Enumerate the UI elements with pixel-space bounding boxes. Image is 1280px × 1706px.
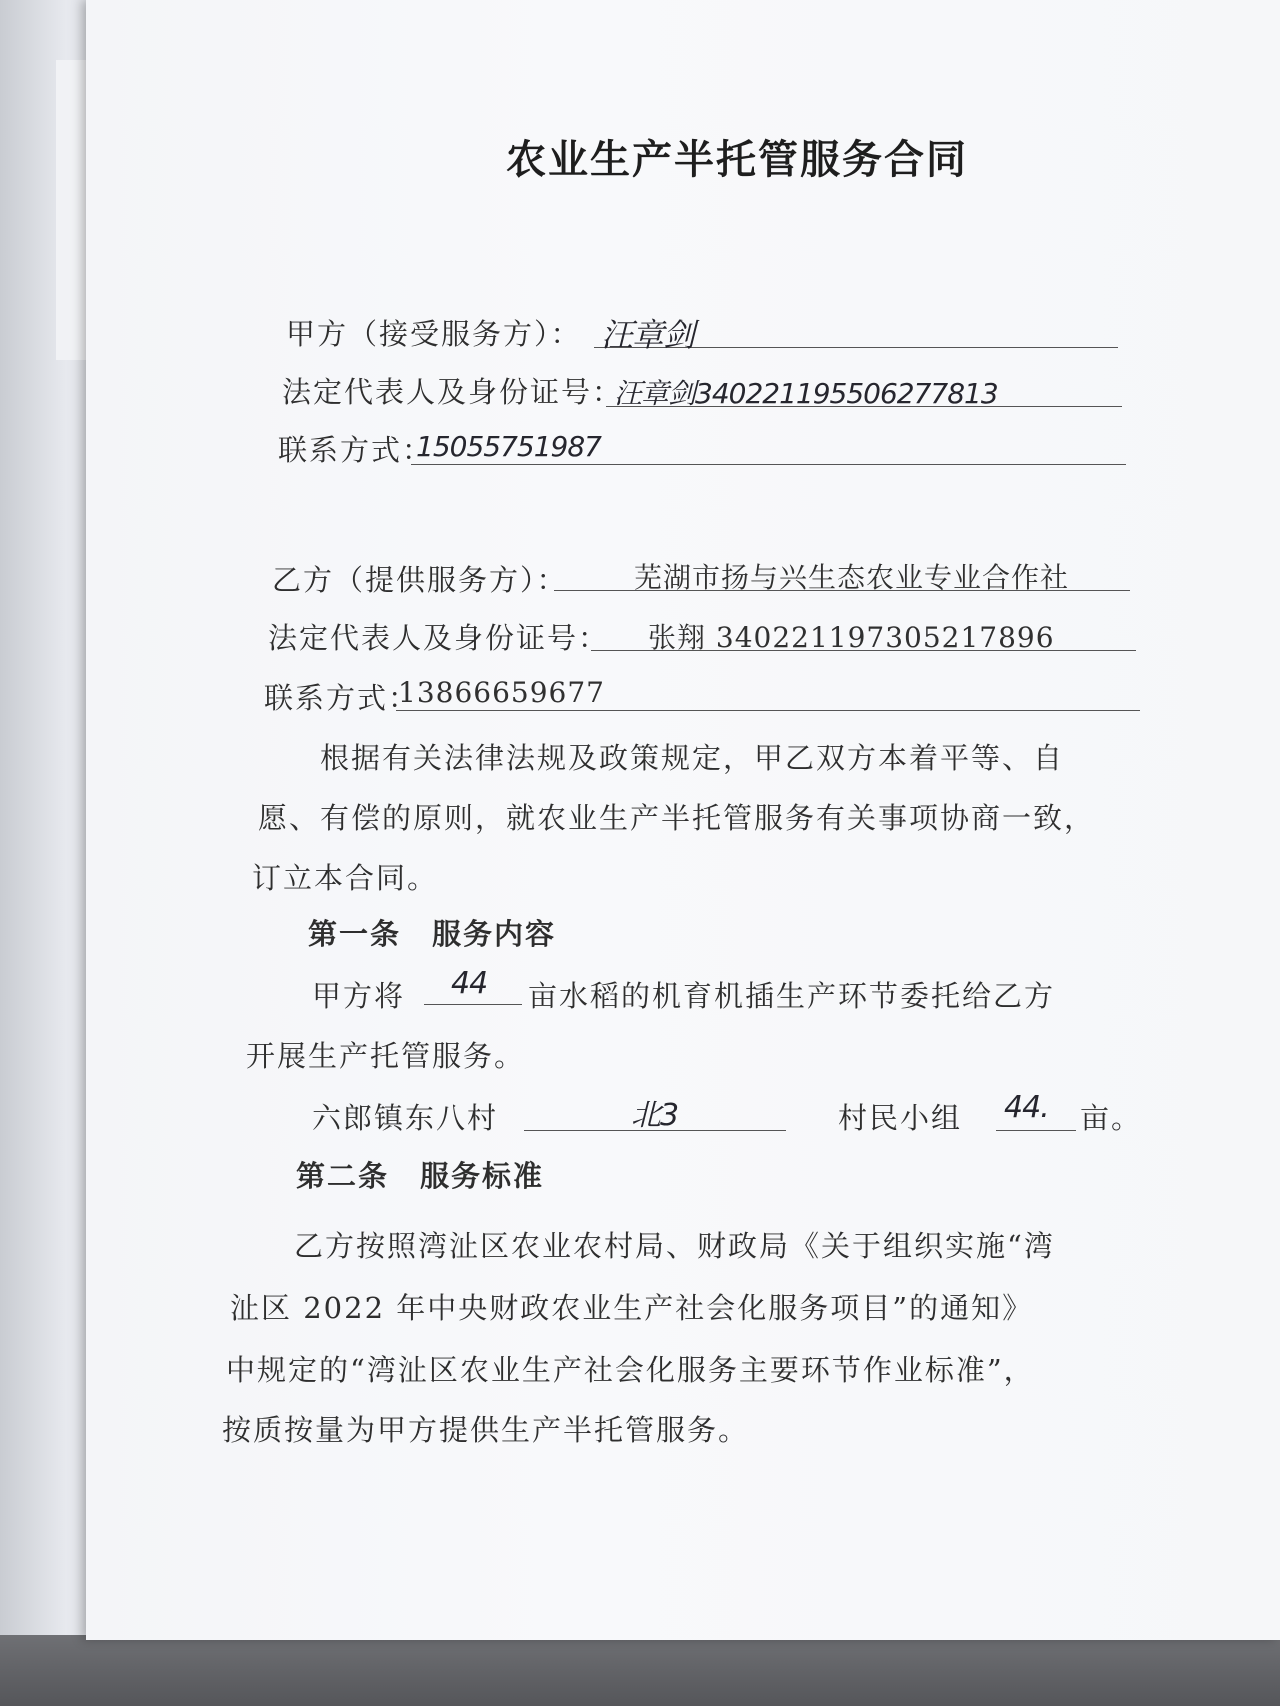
party-b-name: 芜湖市扬与兴生态农业专业合作社 (634, 561, 1070, 594)
location-unit: 亩。 (1080, 1101, 1143, 1135)
location-amount: 44. (1004, 1090, 1049, 1125)
article-1-text-end: 亩水稻的机育机插生产环节委托给乙方 (528, 979, 1056, 1013)
location-prefix: 六郎镇东八村 (312, 1101, 499, 1135)
party-b-label: 乙方（提供服务方）： (272, 563, 568, 597)
desk-surface (0, 1635, 1280, 1706)
preamble-line-3: 订立本合同。 (252, 861, 439, 895)
article-1-amount: 44 (451, 966, 488, 1001)
party-b-contact-label: 联系方式： (264, 681, 420, 715)
party-a-rep-value: 汪章剑340221195506277813 (614, 377, 998, 410)
location-mid: 村民小组 (838, 1101, 963, 1135)
contract-page (86, 0, 1280, 1640)
preamble-line-2: 愿、有偿的原则，就农业生产半托管服务有关事项协商一致， (258, 801, 1096, 835)
contract-title: 农业生产半托管服务合同 (506, 136, 968, 183)
article-2-line-4: 按质按量为甲方提供生产半托管服务。 (222, 1413, 750, 1447)
article-2-line-3: 中规定的“湾沚区农业生产社会化服务主要环节作业标准”， (226, 1353, 1035, 1387)
article-1-text-line-2: 开展生产托管服务。 (246, 1039, 526, 1073)
party-b-contact-value: 13866659677 (398, 676, 605, 709)
article-1-heading: 第一条 服务内容 (308, 917, 557, 951)
party-a-rep-label: 法定代表人及身份证号： (282, 375, 624, 409)
party-a-label: 甲方（接受服务方）： (286, 317, 582, 351)
article-1-text-start: 甲方将 (312, 979, 406, 1013)
preamble-line-1: 根据有关法律法规及政策规定，甲乙双方本着平等、自 (320, 741, 1065, 775)
location-group: 北3 (631, 1098, 679, 1133)
party-a-name: 汪章剑 (601, 316, 695, 354)
article-2-line-2: 沚区 2022 年中央财政农业生产社会化服务项目”的通知》 (230, 1291, 1034, 1325)
party-a-contact-label: 联系方式： (278, 433, 434, 467)
article-2-line-1: 乙方按照湾沚区农业农村局、财政局《关于组织实施“湾 (294, 1229, 1055, 1263)
party-b-rep-value: 张翔 340221197305217896 (648, 621, 1055, 654)
party-b-rep-label: 法定代表人及身份证号： (268, 621, 610, 655)
party-a-contact-value: 15055751987 (416, 430, 601, 463)
article-2-heading: 第二条 服务标准 (296, 1159, 545, 1193)
